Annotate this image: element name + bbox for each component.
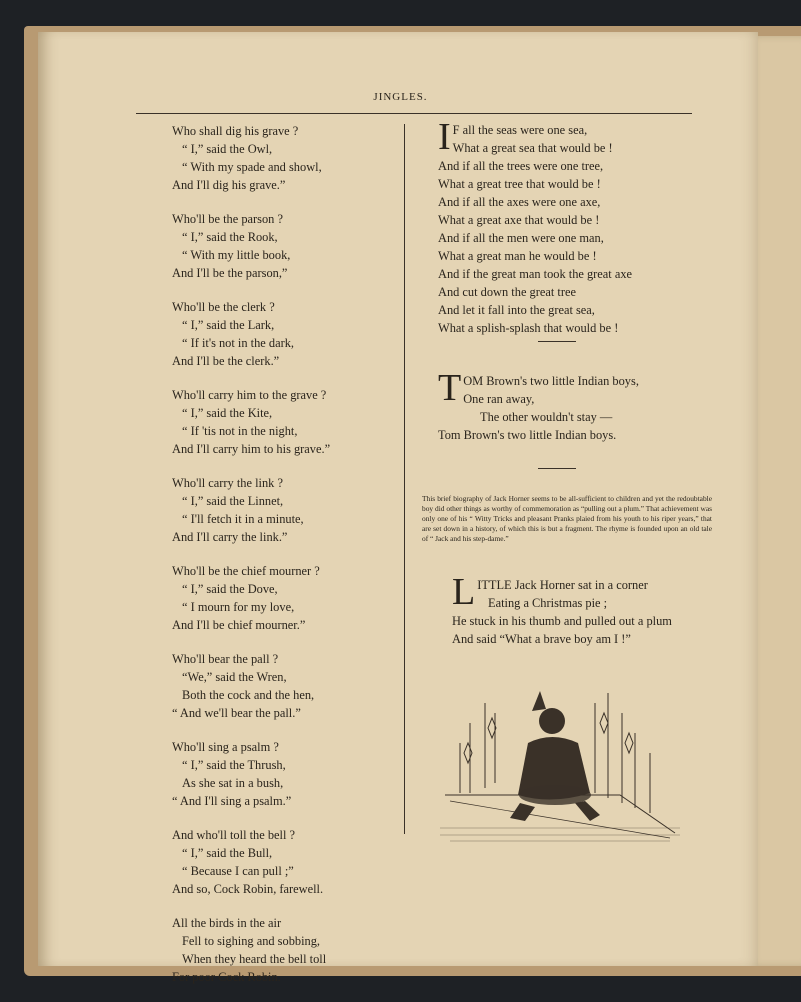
poem-line: As she sat in a bush,: [182, 776, 284, 790]
section-rule: [538, 468, 576, 469]
seas-poem: [438, 116, 688, 335]
poem-line: “ I,” said the Lark,: [182, 318, 275, 332]
poem-line: And if all the trees were one tree,: [438, 159, 604, 173]
poem-line: “ I,” said the Bull,: [182, 846, 273, 860]
poem-line: And I'll be chief mourner.”: [172, 618, 306, 632]
poem-line: And if all the men were one man,: [438, 231, 604, 245]
poem-line: What a great axe that would be !: [438, 213, 600, 227]
cock-robin-poem: [172, 122, 392, 1002]
poem-line: “ I,” said the Linnet,: [182, 494, 284, 508]
jack-horner-poem: [452, 571, 702, 648]
right-column: [438, 116, 688, 469]
header-rule: [136, 113, 692, 114]
poem-line: Who'll bear the pall ?: [172, 652, 279, 666]
poem-line: Eating a Christmas pie ;: [488, 596, 608, 610]
stanza: [172, 650, 392, 722]
poem-line: “ And I'll sing a psalm.”: [172, 794, 292, 808]
poem-line: OM Brown's two little Indian boys,: [463, 374, 639, 388]
poem-line: All the birds in the air: [172, 916, 282, 930]
poem-line: “ And we'll bear the pall.”: [172, 706, 301, 720]
poem-line: What a great sea that would be !: [452, 141, 613, 155]
running-head: JINGLES.: [373, 91, 428, 103]
drop-cap: T: [438, 367, 462, 409]
column-rule: [404, 124, 405, 834]
poem-line: Who'll be the parson ?: [172, 212, 283, 226]
poem-line: What a great man he would be !: [438, 249, 597, 263]
drop-cap: L: [452, 571, 476, 613]
poem-line: “We,” said the Wren,: [182, 670, 287, 684]
poem-line: “ I,” said the Kite,: [182, 406, 273, 420]
poem-line: And I'll be the parson,”: [172, 266, 288, 280]
section-rule: [538, 341, 576, 342]
stanza: [172, 122, 392, 194]
poem-line: One ran away,: [463, 392, 535, 406]
stanza: [172, 210, 392, 282]
stanza: [172, 386, 392, 458]
poem-line: And cut down the great tree: [438, 285, 576, 299]
poem-line: “ I,” said the Dove,: [182, 582, 278, 596]
poem-line: The other wouldn't stay —: [480, 410, 613, 424]
editorial-note: This brief biography of Jack Horner seems to be all-sufficient to children and yet the redoubtable boy did other things as worthy of commemoration as “pulling out a plum.” That achievement was only one of his “ Witty Tricks and pleasant Pranks plaied from his youth to his riper years,” that are set down in a history, of which this is but a fragment. The rhyme is founded upon an old tale of “ Jack and his step-dame.”: [422, 494, 712, 543]
poem-line: Who'll carry the link ?: [172, 476, 283, 490]
poem-line: And if all the axes were one axe,: [438, 195, 601, 209]
tom-brown-poem: [438, 367, 688, 444]
poem-line: Tom Brown's two little Indian boys.: [438, 428, 617, 442]
poem-line: Who'll sing a psalm ?: [172, 740, 279, 754]
poem-line: “ I,” said the Rook,: [182, 230, 278, 244]
jack-horner-woodcut-icon: [440, 683, 680, 843]
poem-line: What a splish-splash that would be !: [438, 321, 619, 335]
poem-line: “ If 'tis not in the night,: [182, 424, 298, 438]
poem-line: And so, Cock Robin, farewell.: [172, 882, 324, 896]
stanza: [172, 914, 392, 986]
poem-line: And I'll dig his grave.”: [172, 178, 286, 192]
poem-line: ITTLE Jack Horner sat in a corner: [477, 578, 648, 592]
poem-line: When they heard the bell toll: [182, 952, 327, 966]
poem-line: Who'll be the clerk ?: [172, 300, 275, 314]
poem-line: Who'll carry him to the grave ?: [172, 388, 327, 402]
poem-line: For poor Cock Robin.: [172, 970, 281, 984]
poem-line: “ I'll fetch it in a minute,: [182, 512, 304, 526]
poem-line: “ With my little book,: [182, 248, 291, 262]
poem-line: And said “What a brave boy am I !”: [452, 632, 631, 646]
poem-line: “ I mourn for my love,: [182, 600, 295, 614]
poem-line: Who'll be the chief mourner ?: [172, 564, 320, 578]
poem-line: And I'll carry the link.”: [172, 530, 288, 544]
poem-line: What a great tree that would be !: [438, 177, 601, 191]
poem-line: “ If it's not in the dark,: [182, 336, 294, 350]
stanza: [172, 562, 392, 634]
poem-line: And if the great man took the great axe: [438, 267, 633, 281]
poem-line: Both the cock and the hen,: [182, 688, 315, 702]
poem-line: F all the seas were one sea,: [452, 123, 588, 137]
stanza: [172, 298, 392, 370]
poem-line: He stuck in his thumb and pulled out a plum: [452, 614, 672, 628]
poem-line: And who'll toll the bell ?: [172, 828, 296, 842]
poem-line: “ Because I can pull ;”: [182, 864, 294, 878]
poem-line: “ With my spade and showl,: [182, 160, 322, 174]
stanza: [172, 738, 392, 810]
poem-line: “ I,” said the Thrush,: [182, 758, 286, 772]
poem-line: “ I,” said the Owl,: [182, 142, 273, 156]
poem-line: Fell to sighing and sobbing,: [182, 934, 321, 948]
drop-cap: I: [438, 116, 451, 158]
poem-line: And I'll carry him to his grave.”: [172, 442, 331, 456]
stanza: [172, 826, 392, 898]
poem-line: And let it fall into the great sea,: [438, 303, 595, 317]
poem-line: And I'll be the clerk.”: [172, 354, 280, 368]
poem-line: Who shall dig his grave ?: [172, 124, 299, 138]
stanza: [172, 474, 392, 546]
